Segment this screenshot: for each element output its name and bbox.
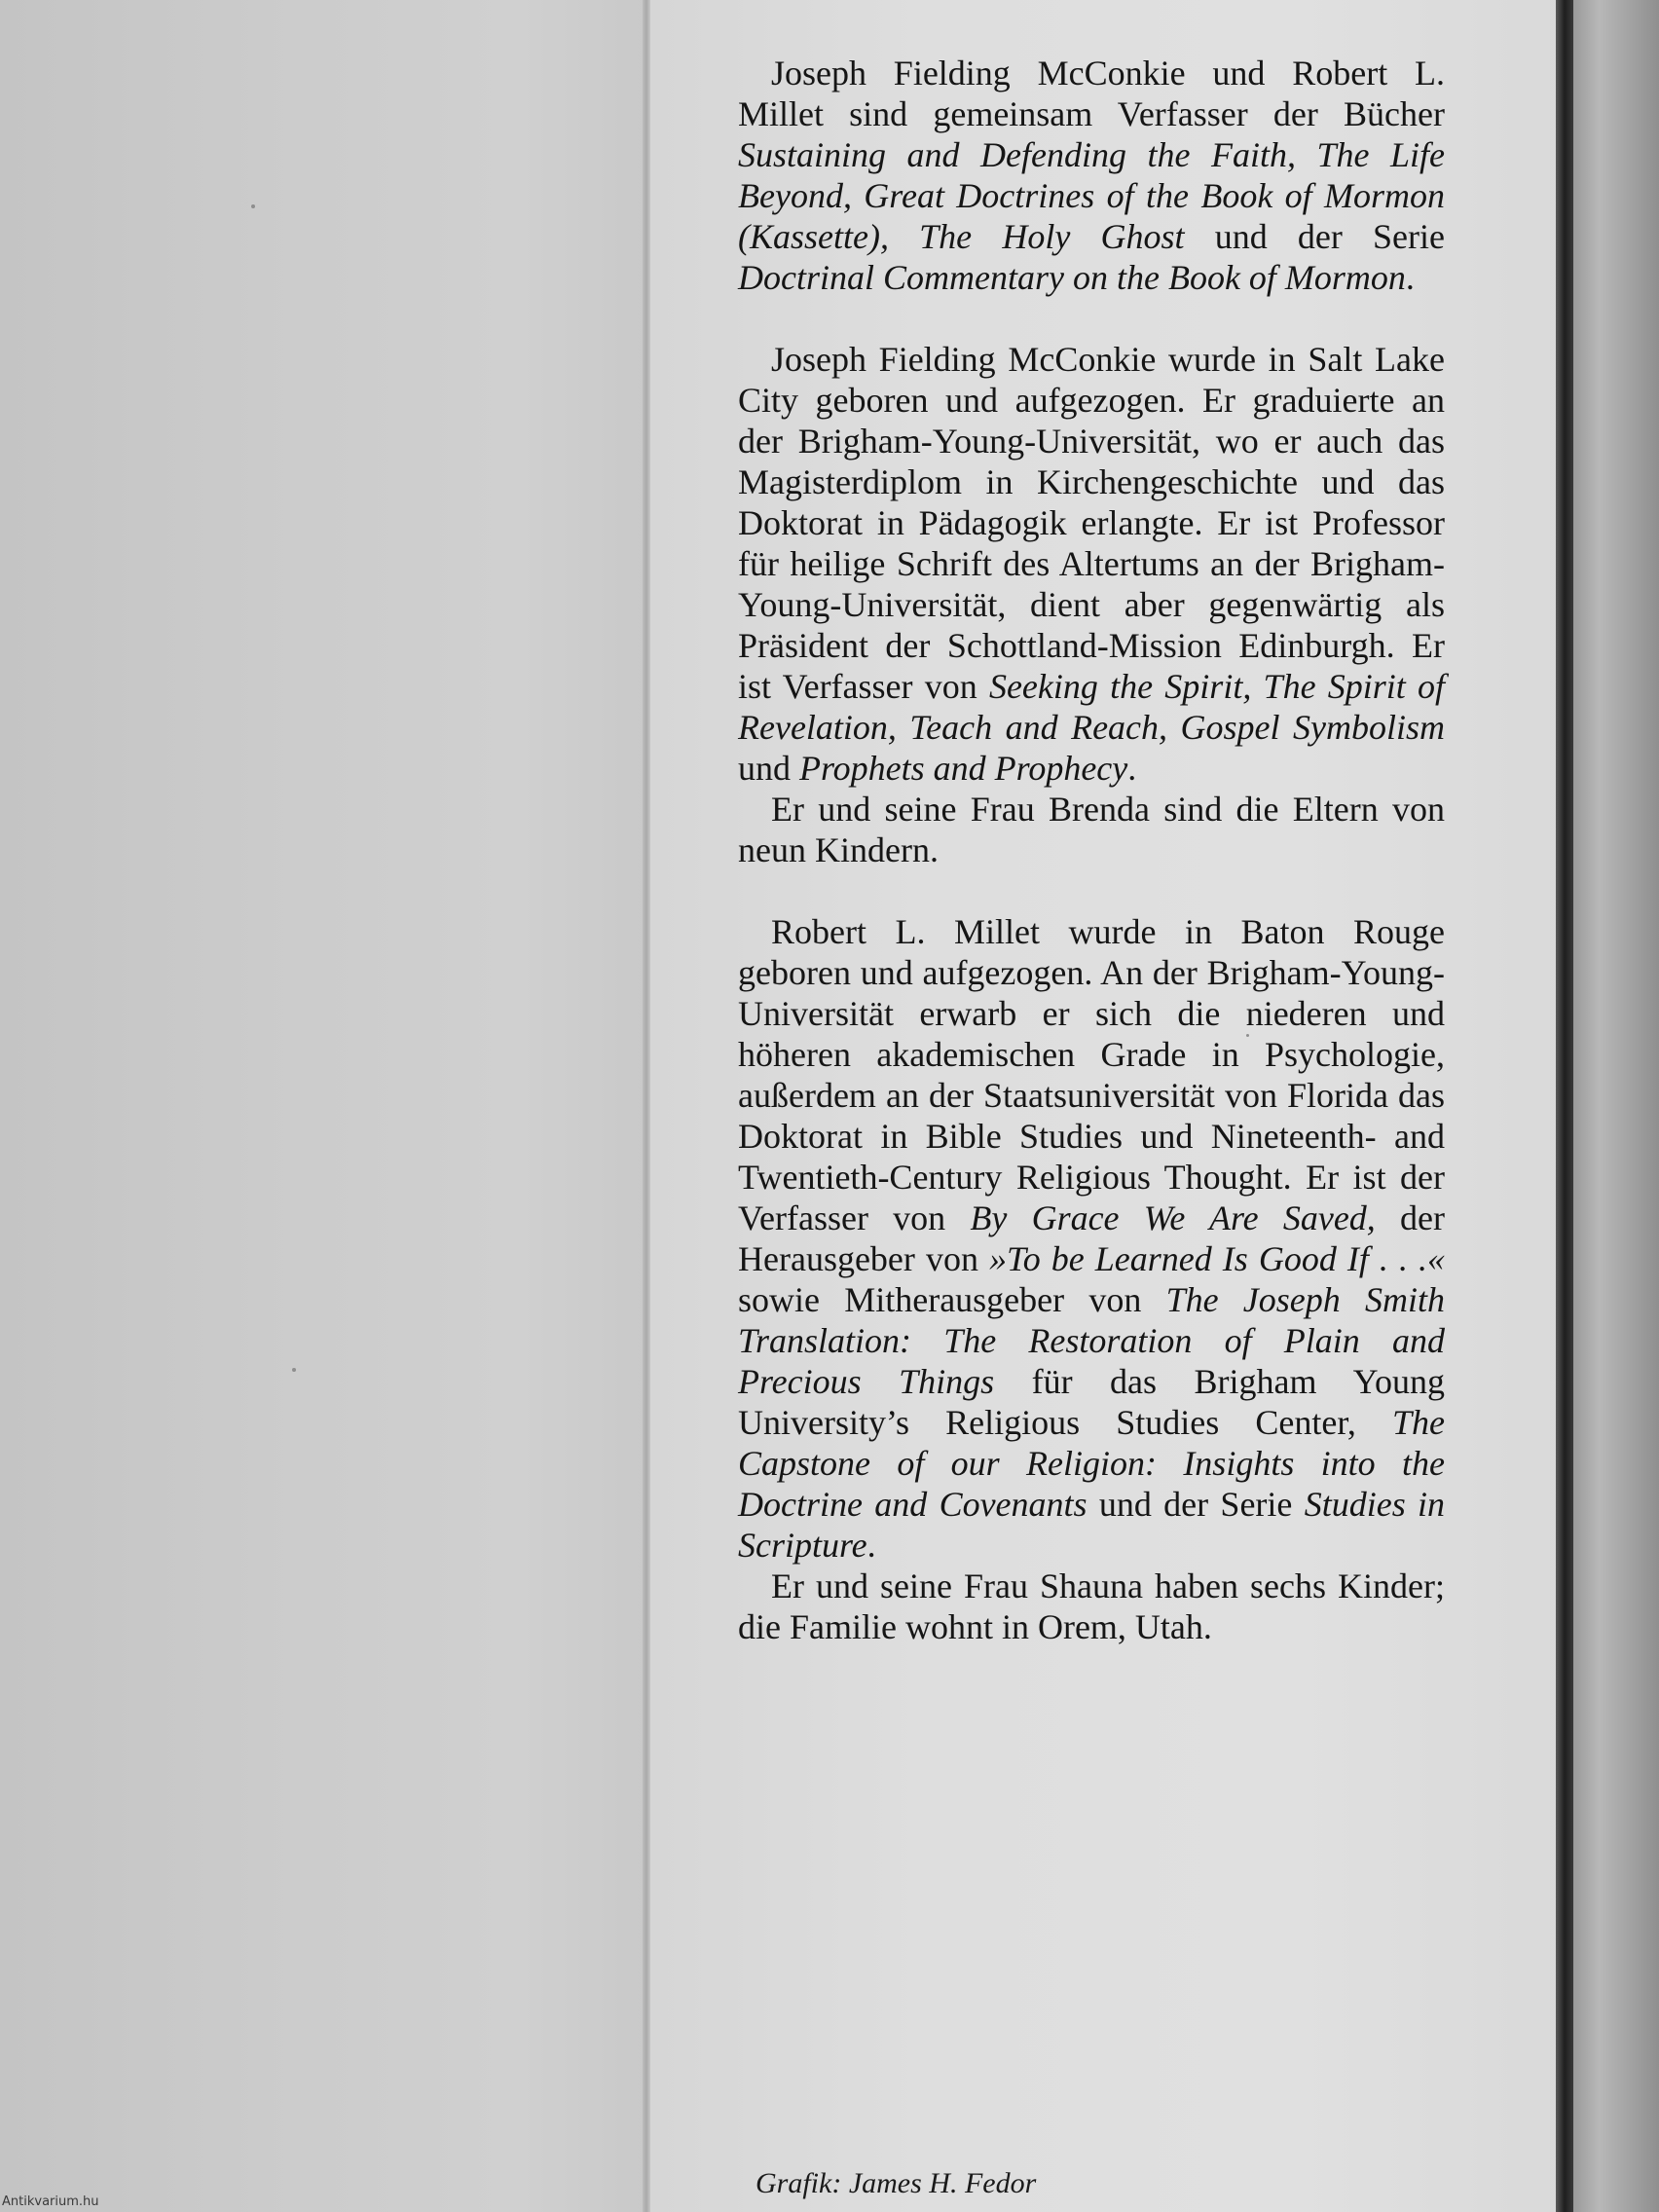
paper-speck: [292, 1368, 296, 1372]
series-title: Doctrinal Commentary on the Book of Mormon: [738, 258, 1406, 297]
author-biography: [738, 53, 1445, 1647]
mcconkie-family-paragraph: Er und seine Frau Brenda sind die Eltern von neun Kindern.: [738, 790, 1445, 869]
millet-text: für das Brigham Young University’s Religious Studies Center,: [738, 1362, 1445, 1442]
series-title: Studies in Scripture: [738, 1485, 1446, 1565]
paragraph-gap: [738, 870, 1445, 911]
graphics-credit: Grafik: James H. Fedor: [756, 2167, 1037, 2199]
book-spine-edge: [1556, 0, 1573, 2212]
book-titles: Sustaining and Defending the Faith, The Life Beyond, Great Doctrines of the Book of Mormon (Kassette), The Holy Ghost: [738, 135, 1445, 256]
millet-text: Robert L. Millet wurde in Baton Rouge geboren und aufgezogen. An der Brigham-Young-Universität erwarb er sich die niederen und höheren akademischen Grade in Psychologie, außerdem an der Staatsuniversität von Florida das Doktorat in Bible Studies und Nineteenth- and Twentieth-Century Religious Thought. Er ist der Verfasser von: [738, 912, 1445, 1237]
intro-text: und der Serie: [1184, 217, 1445, 256]
millet-text: und der Serie: [1087, 1485, 1305, 1524]
book-title: Prophets and Prophecy: [799, 749, 1128, 788]
millet-family-paragraph: Er und seine Frau Shauna haben sechs Kinder; die Familie wohnt in Orem, Utah.: [738, 1567, 1445, 1646]
intro-paragraph: [738, 53, 1445, 298]
millet-text: sowie Mitherausgeber von: [738, 1280, 1166, 1319]
book-edge-background: [1573, 0, 1659, 2212]
paper-speck: [251, 204, 255, 208]
paragraph-gap: [738, 298, 1445, 339]
left-page-blank: [0, 0, 646, 2212]
book-title: By Grace We Are Saved,: [970, 1198, 1376, 1237]
millet-paragraph: [738, 911, 1445, 1566]
book-gutter: [643, 0, 650, 2212]
book-titles: Seeking the Spirit, The Spirit of Revelation, Teach and Reach, Gospel Symbolism: [738, 667, 1445, 747]
mcconkie-paragraph: [738, 339, 1445, 789]
mcconkie-text: und: [738, 749, 799, 788]
book-title: The Joseph Smith Translation: The Restoration of Plain and Precious Things: [738, 1280, 1445, 1401]
millet-text: .: [866, 1526, 876, 1565]
intro-text: Joseph Fielding McConkie und Robert L. Millet sind gemeinsam Verfasser der Bücher: [738, 54, 1445, 133]
intro-text: .: [1405, 258, 1415, 297]
millet-text: der Herausgeber von: [738, 1198, 1446, 1278]
book-title: »To be Learned Is Good If . . .«: [988, 1239, 1445, 1278]
book-title: The Capstone of our Religion: Insights into the Doctrine and Covenants: [738, 1403, 1445, 1524]
watermark: Antikvarium.hu: [2, 2194, 99, 2209]
mcconkie-text: .: [1127, 749, 1137, 788]
mcconkie-text: Joseph Fielding McConkie wurde in Salt Lake City geboren und aufgezogen. Er graduierte an der Brigham-Young-Universität, wo er auch das Magisterdiplom in Kirchengeschichte und das Doktorat in Pädagogik erlangte. Er ist Professor für heilige Schrift des Altertums an der Brigham-Young-Universität, dient aber gegenwärtig als Präsident der Schottland-Mission Edinburgh. Er ist Verfasser von: [738, 340, 1445, 706]
